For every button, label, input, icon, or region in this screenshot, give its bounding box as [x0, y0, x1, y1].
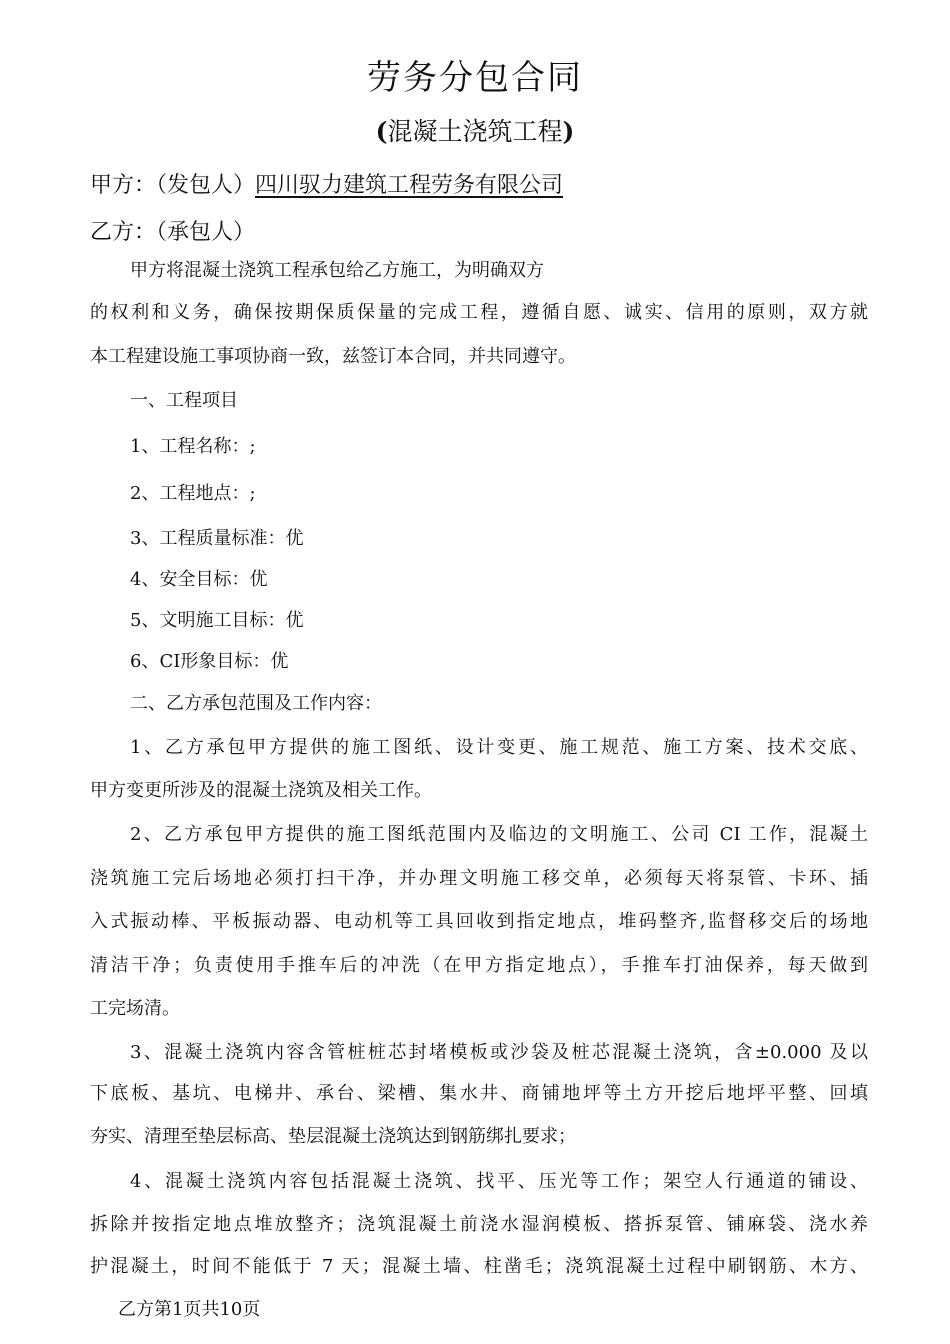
body-line: 3、混凝土浇筑内容含管桩桩芯封堵模板或沙袋及桩芯混凝土浇筑，含±0.000 及以	[130, 1042, 868, 1063]
document-subtitle	[0, 112, 950, 148]
list-item: 2、工程地点：;	[130, 483, 256, 504]
party-a-name: 四川驭力建筑工程劳务有限公司	[255, 173, 564, 198]
body-line: 的权利和义务，确保按期保质保量的完成工程，遵循自愿、诚实、信用的原则，双方就	[90, 302, 868, 323]
list-item: 3、工程质量标准：优	[130, 528, 304, 549]
subtitle-open-paren: (	[375, 117, 388, 146]
list-item: 6、CI形象目标：优	[130, 651, 289, 672]
body-line: 2、乙方承包甲方提供的施工图纸范围内及临边的文明施工、公司 CI 工作，混凝土	[130, 824, 868, 845]
party-a-label: 甲方：（发包人）	[90, 173, 256, 198]
party-a	[90, 168, 563, 199]
subtitle-close-paren: )	[562, 117, 575, 146]
body-line: 浇筑施工完后场地必须打扫干净，并办理文明施工移交单，必须每天将泵管、卡环、插	[90, 868, 868, 889]
body-line: 4、混凝土浇筑内容包括混凝土浇筑、找平、压光等工作；架空人行通道的铺设、	[130, 1171, 868, 1192]
document-title: 劳务分包合同	[367, 58, 583, 98]
body-line: 拆除并按指定地点堆放整齐；浇筑混凝土前浇水湿润模板、搭拆泵管、铺麻袋、浇水养	[90, 1214, 868, 1235]
body-line: 甲方将混凝土浇筑工程承包给乙方施工，为明确双方	[130, 260, 544, 281]
list-item: 4、安全目标：优	[130, 569, 268, 590]
party-b	[90, 215, 255, 246]
body-line: 夯实、清理至垫层标高、垫层混凝土浇筑达到钢筋绑扎要求；	[90, 1126, 576, 1147]
body-line: 清洁干净；负责使用手推车后的冲洗（在甲方指定地点），手推车打油保养，每天做到	[90, 955, 868, 976]
list-item: 5、文明施工目标：优	[130, 610, 304, 631]
list-item: 1、工程名称：;	[130, 436, 256, 457]
body-line: 下底板、基坑、电梯井、承台、梁槽、集水井、商铺地坪等土方开挖后地坪平整、回填	[90, 1083, 868, 1104]
body-line: 工完场清。	[90, 998, 180, 1019]
body-line: 入式振动棒、平板振动器、电动机等工具回收到指定地点，堆码整齐,监督移交后的场地	[90, 911, 868, 932]
section-heading: 二、乙方承包范围及工作内容：	[130, 693, 382, 714]
body-line: 甲方变更所涉及的混凝土浇筑及相关工作。	[90, 780, 432, 801]
body-line: 1、乙方承包甲方提供的施工图纸、设计变更、施工规范、施工方案、技术交底、	[130, 737, 868, 758]
body-line: 护混凝土，时间不能低于 7 天；混凝土墙、柱凿毛；浇筑混凝土过程中刷钢筋、木方、	[90, 1256, 868, 1277]
party-b-label: 乙方：（承包人）	[90, 220, 256, 245]
section-heading: 一、工程项目	[130, 390, 238, 411]
body-line: 本工程建设施工事项协商一致，兹签订本合同，并共同遵守。	[90, 346, 576, 367]
subtitle-text: 混凝土浇筑工程	[387, 117, 563, 146]
page-footer: 乙方第1页共10页	[118, 1299, 261, 1320]
